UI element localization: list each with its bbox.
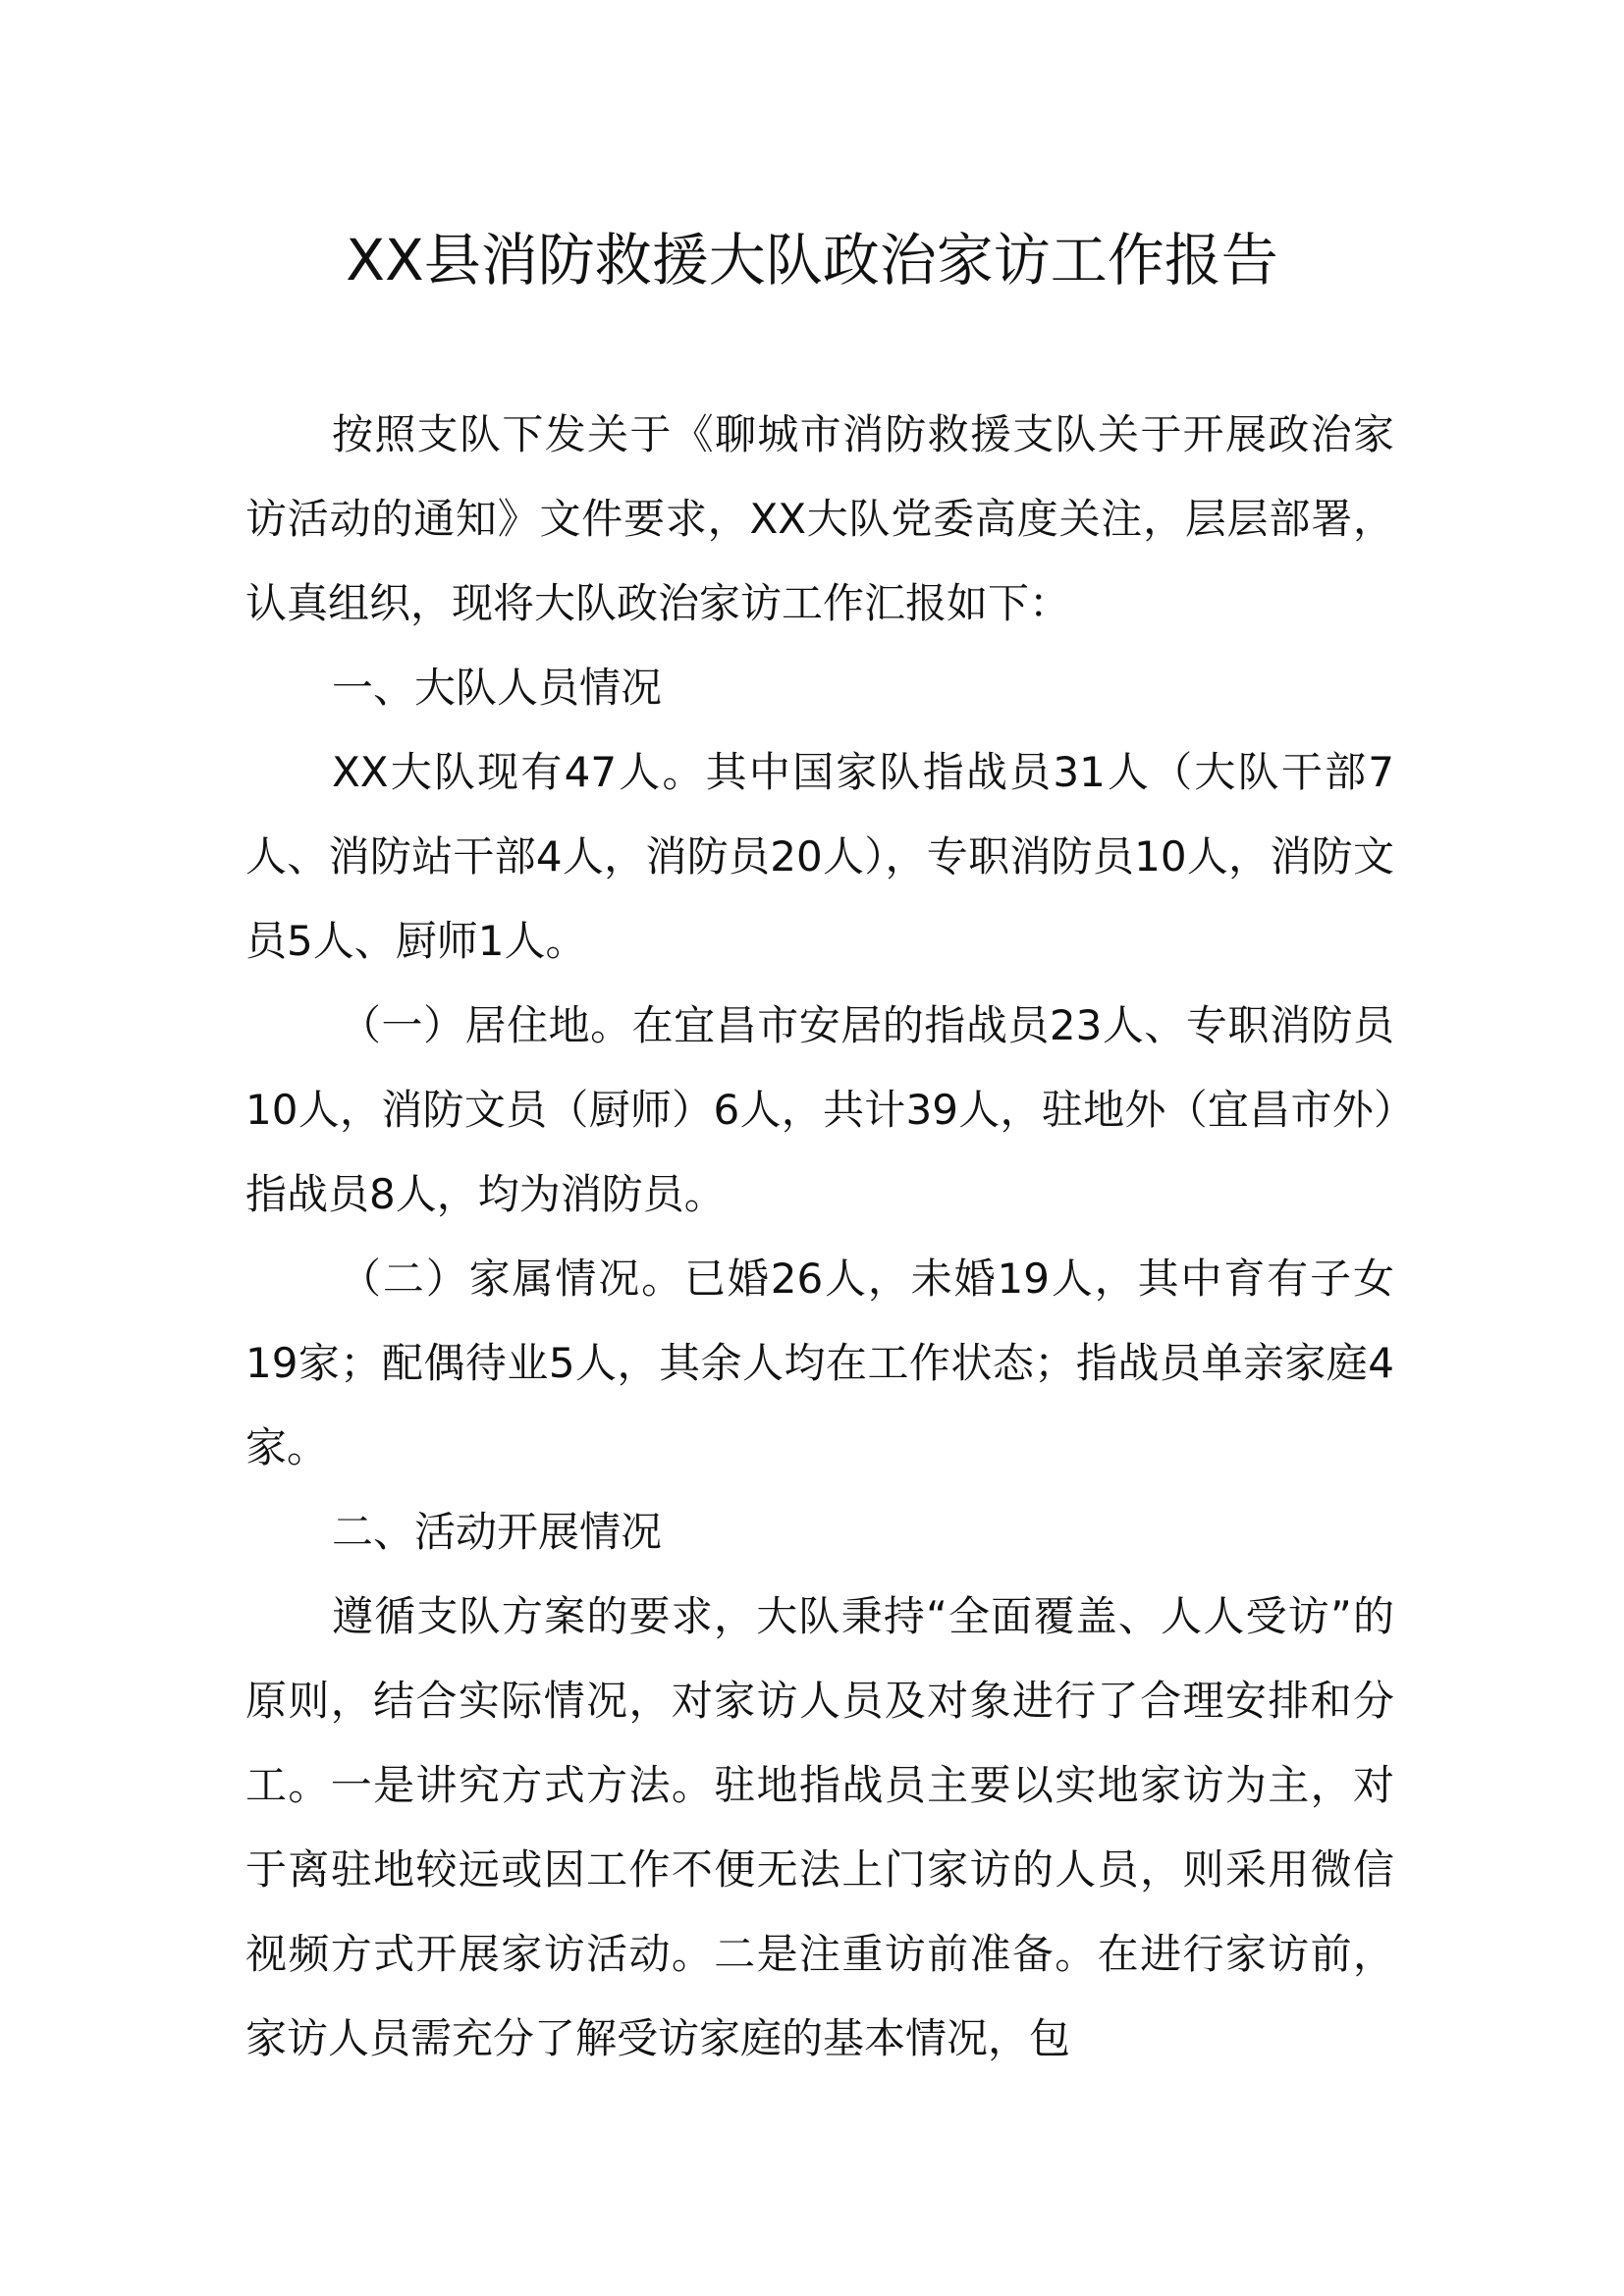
section-heading-activities: 二、活动开展情况 [332, 1508, 663, 1556]
document-title: XX县消防救援大队政治家访工作报告 [346, 227, 1278, 294]
document-body [245, 393, 1394, 2081]
residence-paragraph: （一）居住地。在宜昌市安居的指战员23人、专职消防员10人，消防文员（厨师）6人，共计39人，驻地外（宜昌市外）指战员8人，均为消防员。 [245, 1001, 1394, 1218]
personnel-paragraph: XX大队现有47人。其中国家队指战员31人（大队干部7人、消防站干部4人，消防员20人），专职消防员10人，消防文员5人、厨师1人。 [245, 748, 1394, 965]
activities-paragraph: 遵循支队方案的要求，大队秉持“全面覆盖、人人受访”的原则，结合实际情况，对家访人员及对象进行了合理安排和分工。一是讲究方式方法。驻地指战员主要以实地家访为主，对于离驻地较远或因工作不便无法上门家访的人员，则采用微信视频方式开展家访活动。二是注重访前准备。在进行家访前，家访人员需充分了解受访家庭的基本情况，包 [245, 1592, 1394, 2062]
intro-paragraph: 按照支队下发关于《聊城市消防救援支队关于开展政治家访活动的通知》文件要求，XX大队党委高度关注，层层部署，认真组织，现将大队政治家访工作汇报如下： [245, 410, 1394, 627]
family-paragraph: （二）家属情况。已婚26人，未婚19人，其中育有子女19家；配偶待业5人，其余人均在工作状态；指战员单亲家庭4家。 [245, 1255, 1394, 1471]
section-heading-personnel: 一、大队人员情况 [332, 664, 663, 712]
